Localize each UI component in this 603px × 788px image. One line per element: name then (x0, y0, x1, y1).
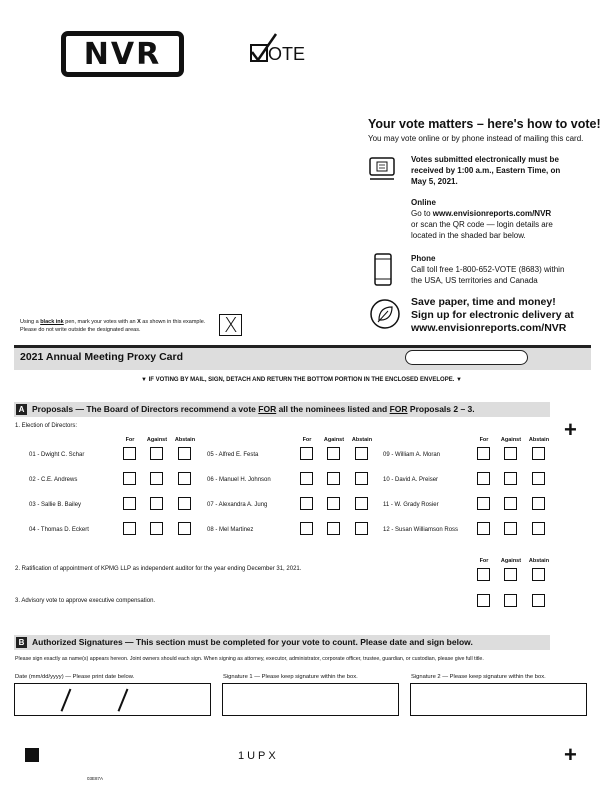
col-abstain-2: Abstain (351, 437, 373, 443)
registration-plus-top: + (564, 417, 577, 442)
col-against-3: Against (500, 437, 522, 443)
proposal-3-abstain[interactable] (532, 594, 545, 607)
online-url-link[interactable]: www.envisionreports.com/NVR (432, 209, 552, 218)
example-mark-box (219, 314, 242, 336)
col-against-1: Against (146, 437, 168, 443)
computer-icon (368, 155, 396, 183)
vote-checkbox-04-for[interactable] (123, 522, 136, 535)
proposal-3-text: 3. Advisory vote to approve executive compensation. (15, 598, 156, 604)
col-for-proposals: For (479, 558, 489, 564)
signature-2-label: Signature 2 — Please keep signature within the box. (411, 674, 546, 680)
vote-checkbox-12-abstain[interactable] (532, 522, 545, 535)
vote-checkbox-03-abstain[interactable] (178, 497, 191, 510)
vote-checkbox-09-abstain[interactable] (532, 447, 545, 460)
nvr-logo: NVR (61, 31, 184, 77)
vote-logo-text: OTE (268, 44, 306, 64)
section-b-letter: B (16, 637, 27, 648)
electronic-deadline-text: Votes submitted electronically must be received by 1:00 a.m., Eastern Time, on May 5, 2021. (411, 155, 561, 186)
vote-checkbox-04-abstain[interactable] (178, 522, 191, 535)
small-form-code: 03E87A (87, 776, 104, 781)
vote-checkbox-05-against[interactable] (327, 447, 340, 460)
vote-header-subtitle: You may vote online or by phone instead of mailing this card. (368, 134, 584, 143)
vote-checkbox-03-against[interactable] (150, 497, 163, 510)
vote-checkbox-05-abstain[interactable] (355, 447, 368, 460)
date-label: Date (mm/dd/yyyy) — Please print date below. (15, 674, 135, 680)
proposal-2-text: 2. Ratification of appointment of KPMG LLP as independent auditor for the year ending December 31, 2021. (15, 566, 302, 572)
phone-instructions: Phone Call toll free 1-800-652-VOTE (8683) within the USA, US territories and Canada (411, 254, 565, 285)
nominee-10: 10 - David A. Preiser (383, 477, 439, 483)
col-abstain-1: Abstain (174, 437, 196, 443)
nominee-09: 09 - William A. Moran (383, 452, 441, 458)
vote-checkbox-06-against[interactable] (327, 472, 340, 485)
vote-checkbox-11-abstain[interactable] (532, 497, 545, 510)
vote-checkbox-04-against[interactable] (150, 522, 163, 535)
vote-checkbox-09-for[interactable] (477, 447, 490, 460)
delivery-url-link[interactable]: www.envisionreports.com/NVR (411, 322, 567, 334)
registration-plus-bottom: + (564, 742, 577, 767)
nominee-07: 07 - Alexandra A. Jung (207, 502, 268, 508)
vote-checkbox-01-against[interactable] (150, 447, 163, 460)
electronic-delivery-promo: Save paper, time and money! Sign up for electronic delivery at www.envisionreports.com/NVR (411, 296, 574, 334)
col-against-proposals: Against (500, 558, 522, 564)
nominee-08: 08 - Mel Martinez (207, 527, 254, 533)
vote-checkbox-10-against[interactable] (504, 472, 517, 485)
col-for-3: For (479, 437, 489, 443)
vote-checkbox-12-for[interactable] (477, 522, 490, 535)
vote-checkbox-02-against[interactable] (150, 472, 163, 485)
vote-checkbox-07-for[interactable] (300, 497, 313, 510)
signature-2-box[interactable] (410, 683, 587, 716)
date-input-box[interactable] (14, 683, 211, 716)
vote-checkbox-02-abstain[interactable] (178, 472, 191, 485)
marking-instructions: Using a black ink pen, mark your votes with an X as shown in this example. Please do not write outside the designated areas. (20, 319, 206, 333)
online-instructions: Online Go to www.envisionreports.com/NVR or scan the QR code — login details are located in the shaded bar below. (411, 198, 553, 240)
vote-checkbox-06-abstain[interactable] (355, 472, 368, 485)
nominee-03: 03 - Sallie B. Bailey (29, 502, 82, 508)
proposal-2-for[interactable] (477, 568, 490, 581)
vote-checkbox-08-against[interactable] (327, 522, 340, 535)
vote-logo (248, 32, 310, 72)
vote-checkbox-10-abstain[interactable] (532, 472, 545, 485)
vote-checkbox-03-for[interactable] (123, 497, 136, 510)
date-separator-1 (61, 689, 71, 712)
proposal-3-against[interactable] (504, 594, 517, 607)
detach-instructions: ▼ IF VOTING BY MAIL, SIGN, DETACH AND RETURN THE BOTTOM PORTION IN THE ENCLOSED ENVELOPE. ▼ (140, 377, 462, 383)
vote-checkbox-10-for[interactable] (477, 472, 490, 485)
election-label: 1. Election of Directors: (15, 423, 78, 429)
vote-checkbox-02-for[interactable] (123, 472, 136, 485)
vote-checkbox-12-against[interactable] (504, 522, 517, 535)
section-b-title: Authorized Signatures — This section must be completed for your vote to count. Please date and sign below. (32, 637, 473, 647)
nominee-02: 02 - C.E. Andrews (29, 477, 78, 483)
vote-checkbox-11-for[interactable] (477, 497, 490, 510)
registration-square (25, 748, 39, 762)
vote-checkbox-08-for[interactable] (300, 522, 313, 535)
vote-checkbox-07-against[interactable] (327, 497, 340, 510)
signature-instructions: Please sign exactly as name(s) appears hereon. Joint owners should each sign. When signing as attorney, executor, administrator, corporate officer, trustee, guardian, or custodian, please give full title. (15, 656, 484, 662)
col-for-1: For (125, 437, 135, 443)
nominee-11: 11 - W. Grady Rosier (383, 502, 439, 508)
vote-checkbox-09-against[interactable] (504, 447, 517, 460)
col-for-2: For (302, 437, 312, 443)
col-abstain-proposals: Abstain (528, 558, 550, 564)
nominee-12: 12 - Susan Williamson Ross (383, 527, 459, 533)
section-b-bar (14, 635, 550, 650)
example-mark: X (224, 313, 238, 337)
section-a-letter: A (16, 404, 27, 415)
proposal-2-abstain[interactable] (532, 568, 545, 581)
proxy-card-title: 2021 Annual Meeting Proxy Card (20, 351, 183, 363)
col-against-2: Against (323, 437, 345, 443)
phone-icon (373, 253, 393, 287)
section-a-title: Proposals — The Board of Directors recommend a vote FOR all the nominees listed and FOR Proposals 2 – 3. (32, 404, 475, 414)
vote-checkbox-05-for[interactable] (300, 447, 313, 460)
signature-1-label: Signature 1 — Please keep signature within the box. (223, 674, 358, 680)
proposal-2-against[interactable] (504, 568, 517, 581)
leaf-icon (369, 298, 401, 330)
vote-checkbox-06-for[interactable] (300, 472, 313, 485)
col-abstain-3: Abstain (528, 437, 550, 443)
vote-checkbox-08-abstain[interactable] (355, 522, 368, 535)
nominee-05: 05 - Alfred E. Festa (207, 452, 259, 458)
control-number-field (405, 350, 528, 365)
vote-checkbox-11-against[interactable] (504, 497, 517, 510)
form-code: 1UPX (238, 750, 279, 762)
vote-header-title: Your vote matters – here's how to vote! (368, 117, 601, 131)
nominee-04: 04 - Thomas D. Eckert (29, 527, 89, 533)
vote-checkbox-01-for[interactable] (123, 447, 136, 460)
section-a-bar (14, 402, 550, 417)
proposal-3-for[interactable] (477, 594, 490, 607)
signature-1-box[interactable] (222, 683, 399, 716)
nominee-06: 06 - Manuel H. Johnson (207, 477, 271, 483)
vote-checkbox-07-abstain[interactable] (355, 497, 368, 510)
vote-checkbox-01-abstain[interactable] (178, 447, 191, 460)
nominee-01: 01 - Dwight C. Schar (29, 452, 85, 458)
date-separator-2 (118, 689, 128, 712)
